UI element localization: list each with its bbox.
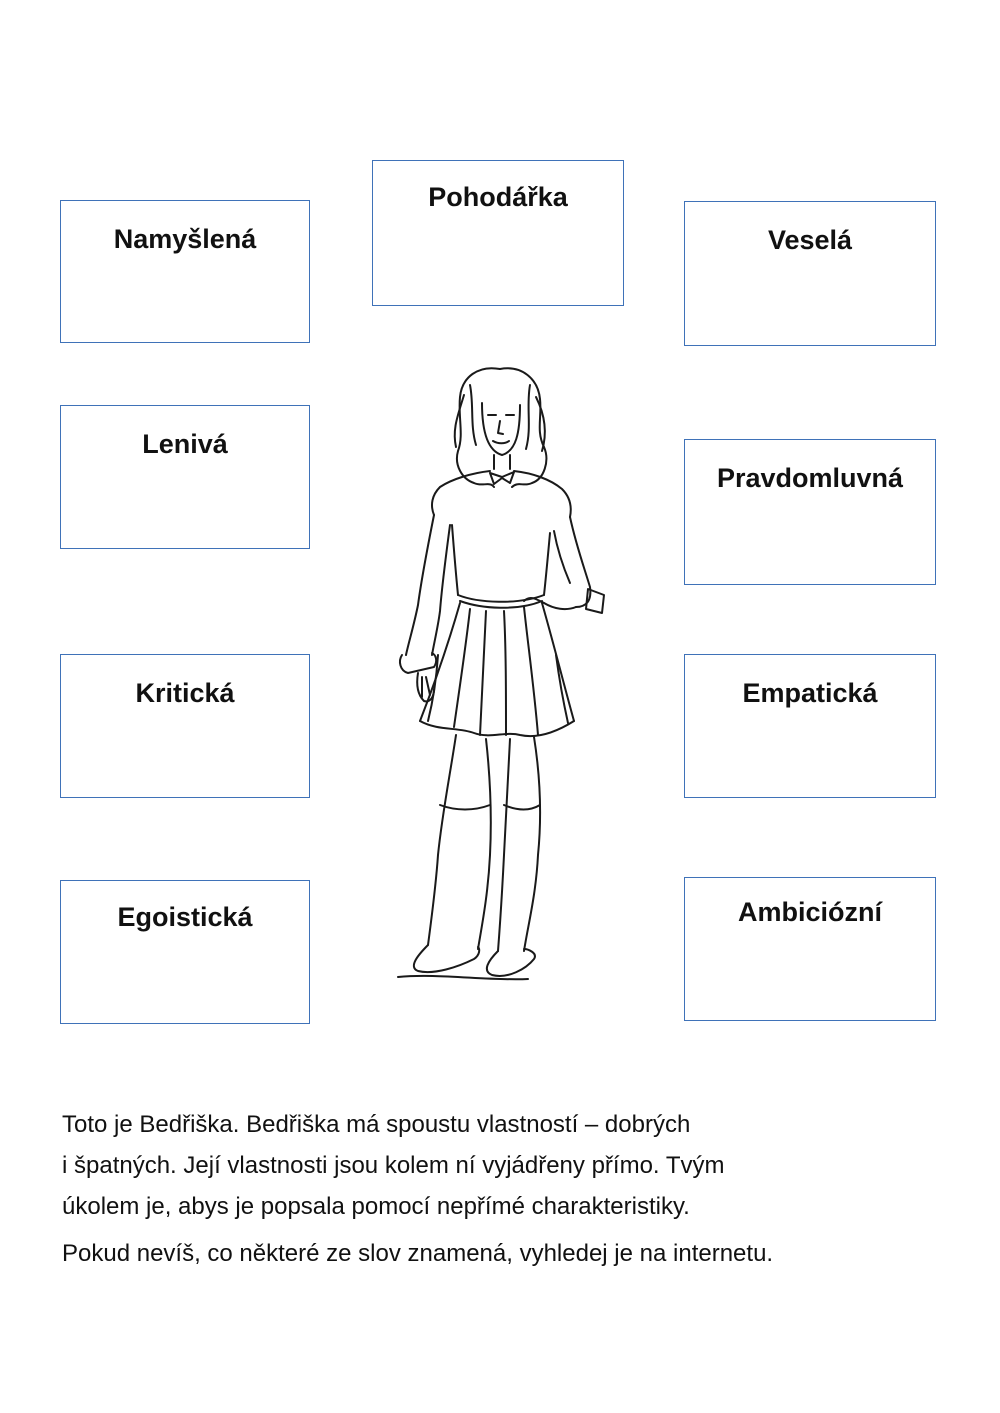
instructions-line-1: Toto je Bedřiška. Bedřiška má spoustu vlastností – dobrých [62, 1111, 691, 1138]
trait-box-namyslena[interactable] [60, 200, 310, 343]
girl-illustration [378, 355, 618, 985]
instructions-line-3: úkolem je, abys je popsala pomocí nepřímé charakteristiky. [62, 1193, 690, 1220]
trait-box-empaticka[interactable] [684, 654, 936, 798]
trait-box-kriticka[interactable] [60, 654, 310, 798]
instructions-line-2: i špatných. Její vlastnosti jsou kolem ní vyjádřeny přímo. Tvým [62, 1152, 725, 1179]
trait-box-pohodarka[interactable] [372, 160, 624, 306]
trait-label: Veselá [767, 225, 853, 255]
trait-label: Egoistická [117, 902, 253, 932]
trait-label: Namyšlená [113, 224, 257, 254]
trait-box-ambiciozni[interactable] [684, 877, 936, 1021]
trait-label: Ambiciózní [737, 897, 882, 927]
trait-label: Kritická [135, 678, 235, 708]
trait-box-leniva[interactable] [60, 405, 310, 549]
instructions-paragraph-1 [62, 1104, 942, 1227]
trait-box-pravdomluvna[interactable] [684, 439, 936, 585]
trait-label: Lenivá [142, 429, 228, 459]
trait-label: Empatická [742, 678, 878, 708]
trait-label: Pravdomluvná [716, 463, 904, 493]
instructions-paragraph-2 [62, 1233, 942, 1274]
trait-box-egoisticka[interactable] [60, 880, 310, 1024]
instructions [62, 1104, 942, 1274]
trait-label: Pohodářka [428, 182, 568, 212]
instructions-line-4: Pokud nevíš, co některé ze slov znamená, vyhledej je na internetu. [62, 1240, 774, 1267]
trait-box-vesela[interactable] [684, 201, 936, 346]
